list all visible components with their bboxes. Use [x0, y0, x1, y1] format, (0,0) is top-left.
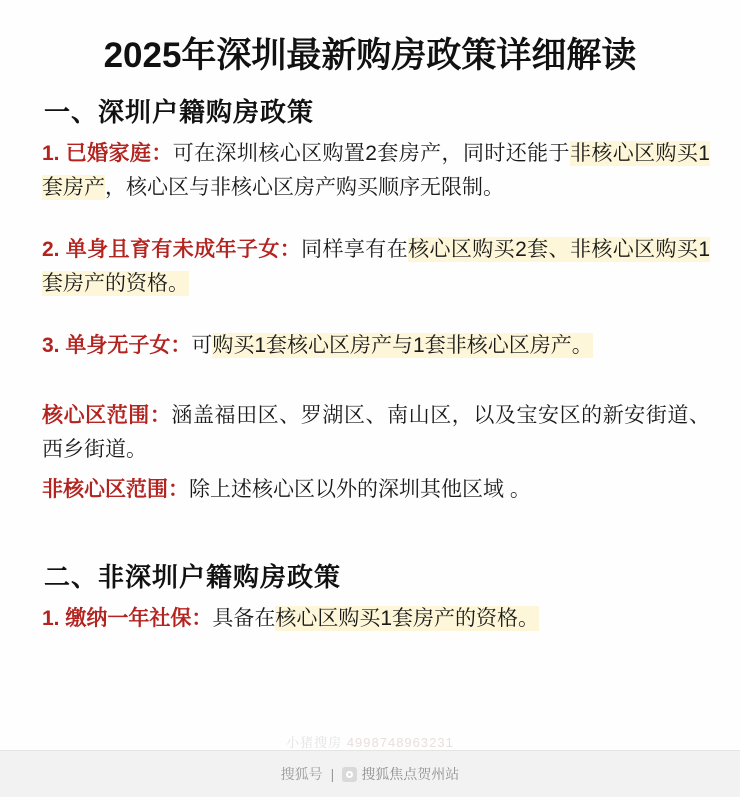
sohu-account[interactable]	[342, 764, 459, 784]
non-core-area-note	[42, 473, 710, 507]
policy-item-4-number: 1.	[42, 607, 60, 631]
footer-account-name: 搜狐焦点贺州站	[361, 766, 460, 782]
watermark	[0, 732, 740, 751]
spacer	[30, 211, 710, 233]
policy-item-4	[42, 602, 710, 636]
watermark-text: 小猪搜房	[286, 735, 343, 750]
section-heading-2: 二、非深圳户籍购房政策	[44, 562, 342, 593]
footer-bar	[0, 750, 740, 797]
section-heading-1: 一、深圳户籍购房政策	[44, 97, 315, 127]
policy-item-1-label: 已婚家庭：	[65, 142, 173, 165]
policy-item-3-body-a: 可	[191, 334, 213, 358]
policy-item-2-label: 单身且育有未成年子女：	[65, 238, 302, 262]
footer-separator: |	[330, 766, 335, 782]
non-core-area-label: 非核心区范围：	[42, 478, 189, 502]
policy-item-3-number: 3.	[42, 334, 60, 358]
policy-item-2-body-a: 同样享有在	[301, 238, 409, 262]
sohu-logo-icon	[342, 767, 357, 782]
policy-item-4-body-a: 具备在	[212, 607, 276, 631]
policy-item-2-body-highlight: 核心区购买2套、非核心区购买1套房产的资格。	[42, 238, 710, 296]
policy-item-3	[42, 329, 710, 363]
spacer	[30, 307, 710, 329]
policy-item-2-number: 2.	[42, 238, 60, 262]
policy-item-2	[42, 233, 710, 301]
footer-prefix: 搜狐号	[280, 766, 323, 782]
page-title: 2025年深圳最新购房政策详细解读	[103, 36, 637, 75]
policy-item-1-body-highlight: 非核心区购买1套房产	[42, 142, 710, 200]
policy-item-1-body-a: 可在深圳核心区购置2套房产，同时还能于	[172, 142, 570, 165]
policy-item-1-number: 1.	[42, 142, 60, 165]
core-area-label: 核心区范围：	[42, 404, 172, 428]
core-area-note	[42, 399, 710, 467]
policy-item-3-body-highlight: 购买1套核心区房产与1套非核心区房产。	[212, 334, 593, 358]
policy-item-3-label: 单身无子女：	[65, 334, 192, 358]
policy-item-1-body-b: ，核心区与非核心区房产购买顺序无限制。	[105, 176, 504, 200]
policy-item-4-body-highlight: 核心区购买1套房产的资格。	[275, 607, 540, 631]
non-core-area-body: 除上述核心区以外的深圳其他区域 。	[189, 478, 531, 502]
core-area-body: 涵盖福田区、罗湖区、南山区，以及宝安区的新安街道、西乡街道。	[42, 404, 711, 462]
policy-item-1	[42, 137, 710, 205]
watermark-id: 4998748963231	[346, 735, 454, 750]
spacer	[30, 369, 710, 399]
spacer	[30, 513, 710, 543]
policy-item-4-label: 缴纳一年社保：	[65, 607, 213, 631]
